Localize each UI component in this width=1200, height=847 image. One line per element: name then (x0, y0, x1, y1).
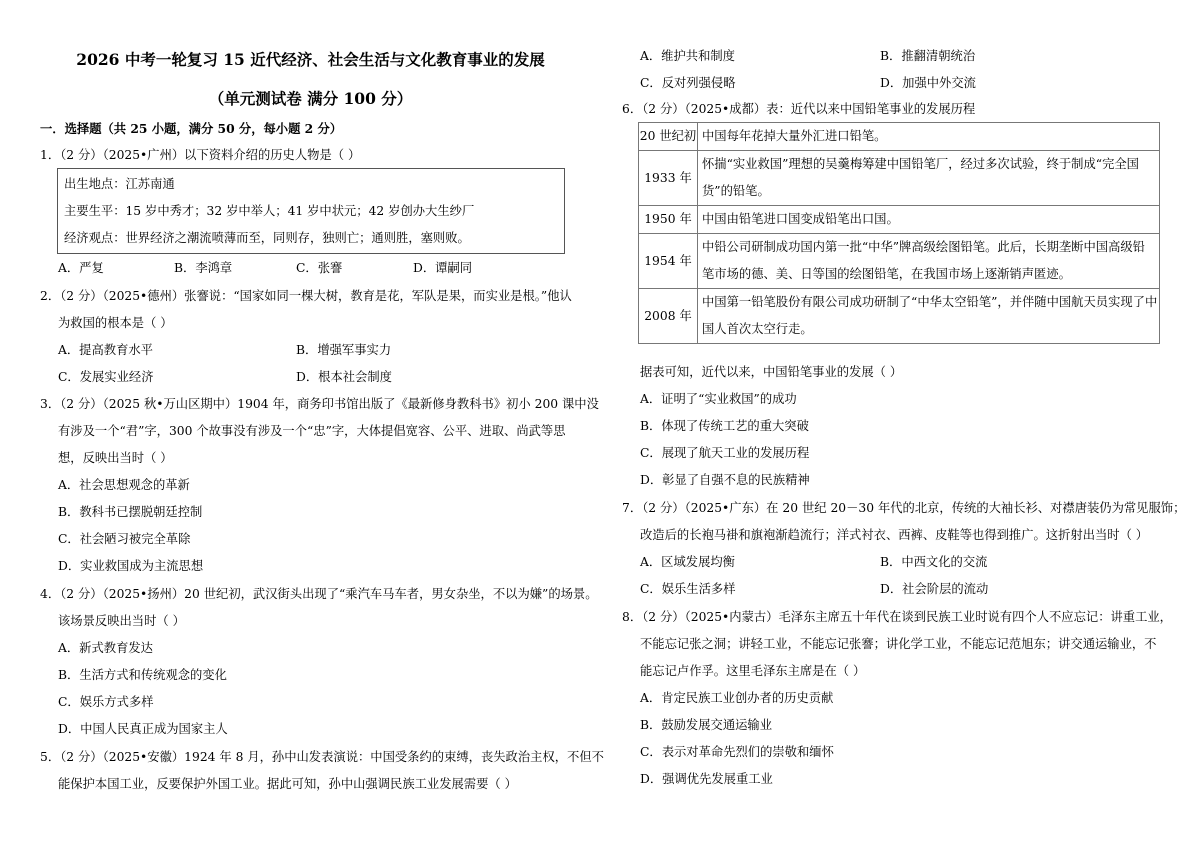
table-cell-line: 中国第一铅笔股份有限公司成功研制了“中华太空铅笔”，并伴随中国航天员实现了中 (702, 295, 1158, 309)
q8-option-d[interactable]: D．强调优先发展重工业 (640, 772, 773, 786)
q4-option-d[interactable]: D．中国人民真正成为国家主人 (58, 722, 228, 736)
q3-stem: 想，反映出当时（ ） (58, 451, 173, 465)
q4-option-a[interactable]: A．新式教育发达 (58, 641, 153, 655)
q3-stem: 有涉及一个“君”字，300 个故事没有涉及一个“忠”字，大体提倡宽容、公平、进取、尚武等思 (58, 424, 566, 438)
table-row (639, 289, 1160, 344)
q4-option-b[interactable]: B．生活方式和传统观念的变化 (58, 668, 227, 682)
q4-stem: 4．（2 分）（2025•扬州）20 世纪初，武汉街头出现了“乘汽车马车者，男女杂坐，不以为嫌”的场景。 (40, 587, 598, 601)
table-cell-text (698, 289, 1160, 344)
table-cell-line: 国人首次太空行走。 (702, 322, 813, 336)
q6-table (638, 122, 1160, 344)
q2-option-c[interactable]: C．发展实业经济 (58, 370, 154, 384)
q7-stem: 7．（2 分）（2025•广东）在 20 世纪 20－30 年代的北京，传统的大袖长衫、对襟唐装仍为常见服饰； (622, 501, 1186, 515)
table-cell-year: 20 世纪初 (639, 123, 698, 151)
q8-stem: 能忘记卢作孚。这里毛泽东主席是在（ ） (640, 664, 866, 678)
q1-box-line: 经济观点：世界经济之潮流喷薄而至，同则存，独则亡；通则胜，塞则败。 (64, 231, 470, 245)
table-cell-line: 中国每年花掉大量外汇进口铅笔。 (702, 129, 887, 143)
q5-option-c[interactable]: C．反对列强侵略 (640, 76, 736, 90)
table-cell-text (698, 123, 1160, 151)
q7-option-c[interactable]: C．娱乐生活多样 (640, 582, 736, 596)
q4-stem: 该场景反映出当时（ ） (58, 614, 185, 628)
q3-option-b[interactable]: B．教科书已摆脱朝廷控制 (58, 505, 203, 519)
q7-option-b[interactable]: B．中西文化的交流 (880, 555, 988, 569)
table-cell-line: 中铅公司研制成功国内第一批“中华”牌高级绘图铅笔。此后，长期垄断中国高级铅 (702, 240, 1145, 254)
q7-option-d[interactable]: D．社会阶层的流动 (880, 582, 989, 596)
q6-stem: 6．（2 分）（2025•成都）表：近代以来中国铅笔事业的发展历程 (622, 102, 976, 116)
table-cell-line: 笔市场的德、美、日等国的绘图铅笔，在我国市场上逐渐销声匿迹。 (702, 267, 1071, 281)
q1-option-c[interactable]: C．张謇 (296, 261, 343, 275)
q1-box-line: 主要生平：15 岁中秀才；32 岁中举人；41 岁中状元；42 岁创办大生纱厂 (64, 204, 475, 218)
table-cell-text (698, 206, 1160, 234)
q8-stem: 8．（2 分）（2025•内蒙古）毛泽东主席五十年代在谈到民族工业时说有四个人不应忘记：讲重工业， (622, 610, 1172, 624)
table-cell-line: 怀揣“实业救国”理想的吴羹梅筹建中国铅笔厂，经过多次试验，终于制成“完全国 (702, 157, 1139, 171)
q3-option-a[interactable]: A．社会思想观念的革新 (58, 478, 190, 492)
table-cell-year: 2008 年 (639, 289, 698, 344)
q1-option-a[interactable]: A．严复 (58, 261, 104, 275)
q5-option-a[interactable]: A．维护共和制度 (640, 49, 735, 63)
q6-option-a[interactable]: A．证明了“实业救国”的成功 (640, 392, 797, 406)
table-cell-line: 货”的铅笔。 (702, 184, 770, 198)
table-row (639, 206, 1160, 234)
q1-material-box (57, 168, 565, 254)
page-title: 2026 中考一轮复习 15 近代经济、社会生活与文化教育事业的发展 (76, 50, 545, 69)
q8-option-a[interactable]: A．肯定民族工业创办者的历史贡献 (640, 691, 834, 705)
q2-option-b[interactable]: B．增强军事实力 (296, 343, 392, 357)
q3-stem: 3．（2 分）（2025 秋•万山区期中）1904 年，商务印书馆出版了《最新修身教科书》初小 200 课中没 (40, 397, 599, 411)
q3-option-c[interactable]: C．社会陋习被完全革除 (58, 532, 191, 546)
q6-option-d[interactable]: D．彰显了自强不息的民族精神 (640, 473, 810, 487)
q7-option-a[interactable]: A．区域发展均衡 (640, 555, 735, 569)
table-row (639, 234, 1160, 289)
table-cell-year: 1933 年 (639, 151, 698, 206)
q6-option-c[interactable]: C．展现了航天工业的发展历程 (640, 446, 810, 460)
q6-question: 据表可知，近代以来，中国铅笔事业的发展（ ） (640, 365, 903, 379)
q6-option-b[interactable]: B．体现了传统工艺的重大突破 (640, 419, 809, 433)
q5-option-b[interactable]: B．推翻清朝统治 (880, 49, 976, 63)
section-heading: 一．选择题（共 25 小题，满分 50 分，每小题 2 分） (40, 121, 343, 136)
q2-option-d[interactable]: D．根本社会制度 (296, 370, 392, 384)
q1-stem: 1．（2 分）（2025•广州）以下资料介绍的历史人物是（ ） (40, 148, 361, 162)
q7-stem: 改造后的长袍马褂和旗袍渐趋流行；洋式衬衣、西裤、皮鞋等也得到推广。这折射出当时（ ） (640, 528, 1149, 542)
table-cell-text (698, 234, 1160, 289)
table-cell-year: 1954 年 (639, 234, 698, 289)
table-cell-line: 中国由铅笔进口国变成铅笔出口国。 (702, 212, 899, 226)
q1-option-d[interactable]: D．谭嗣同 (413, 261, 473, 275)
q8-option-b[interactable]: B．鼓励发展交通运输业 (640, 718, 773, 732)
table-row (639, 123, 1160, 151)
q5-stem: 能保护本国工业，反要保护外国工业。据此可知，孙中山强调民族工业发展需要（ ） (58, 777, 517, 791)
q5-option-d[interactable]: D．加强中外交流 (880, 76, 976, 90)
q2-option-a[interactable]: A．提高教育水平 (58, 343, 153, 357)
q8-option-c[interactable]: C．表示对革命先烈们的崇敬和缅怀 (640, 745, 834, 759)
page-subtitle: （单元测试卷 满分 100 分） (208, 89, 413, 108)
table-cell-year: 1950 年 (639, 206, 698, 234)
q1-option-b[interactable]: B．李鸿章 (174, 261, 233, 275)
q2-stem: 为救国的根本是（ ） (58, 316, 173, 330)
q3-option-d[interactable]: D．实业救国成为主流思想 (58, 559, 204, 573)
q2-stem: 2．（2 分）（2025•德州）张謇说：“国家如同一棵大树，教育是花，军队是果，而实业是根。”他认 (40, 289, 572, 303)
q4-option-c[interactable]: C．娱乐方式多样 (58, 695, 154, 709)
q8-stem: 不能忘记张之洞；讲轻工业，不能忘记张謇；讲化学工业，不能忘记范旭东；讲交通运输业，不 (640, 637, 1157, 651)
q1-box-line: 出生地点：江苏南通 (64, 177, 175, 191)
q5-stem: 5．（2 分）（2025•安徽）1924 年 8 月，孙中山发表演说：中国受条约的束缚，丧失政治主权，不但不 (40, 750, 604, 764)
table-cell-text (698, 151, 1160, 206)
table-row (639, 151, 1160, 206)
